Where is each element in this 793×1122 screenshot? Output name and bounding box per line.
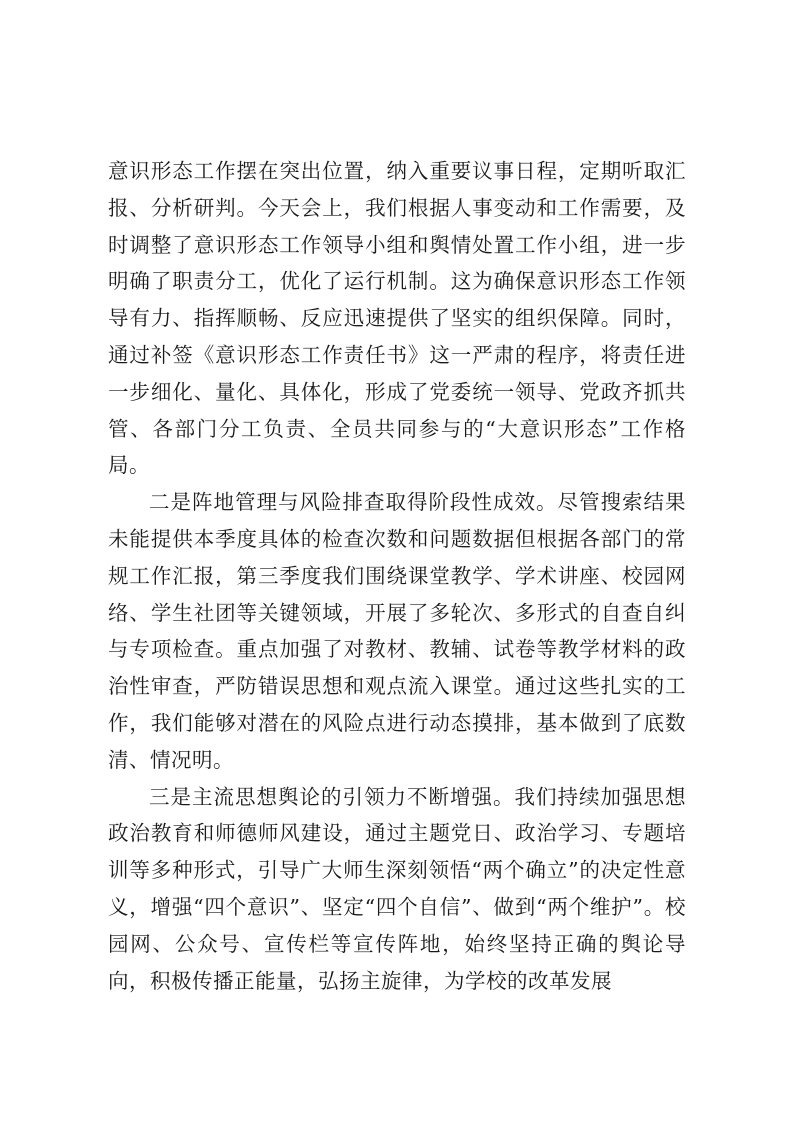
paragraph-continuation: 意识形态工作摆在突出位置，纳入重要议事日程，定期听取汇报、分析研判。今天会上，我们根据人事变动和工作需要，及时调整了意识形态工作领导小组和舆情处置工作小组，进一步明确了职责分工，优化了运行机制。这为确保意识形态工作领导有力、指挥顺畅、反应迅速提供了坚实的组织保障。同时，通过补签《意识形态工作责任书》这一严肃的程序，将责任进一步细化、量化、具体化，形成了党委统一领导、党政齐抓共管、各部门分工负责、全员共同参与的“大意识形态”工作格局。 (108, 159, 686, 478)
paragraph-point-three: 三是主流思想舆论的引领力不断增强。我们持续加强思想政治教育和师德师风建设，通过主题党日、政治学习、专题培训等多种形式，引导广大师生深刻领悟“两个确立”的决定性意义，增强“四个意识”、坚定“四个自信”、做到“两个维护”。校园网、公众号、宣传栏等宣传阵地，始终坚持正确的舆论导向，积极传播正能量，弘扬主旋律，为学校的改革发展 (108, 784, 686, 993)
paragraph-point-two: 二是阵地管理与风险排查取得阶段性成效。尽管搜索结果未能提供本季度具体的检查次数和问题数据但根据各部门的常规工作汇报，第三季度我们围绕课堂教学、学术讲座、校园网络、学生社团等关键领域，开展了多轮次、多形式的自查自纠与专项检查。重点加强了对教材、教辅、试卷等教学材料的政治性审查，严防错误思想和观点流入课堂。通过这些扎实的工作，我们能够对潜在的风险点进行动态摸排，基本做到了底数清、情况明。 (108, 490, 686, 772)
document-body (108, 153, 686, 999)
